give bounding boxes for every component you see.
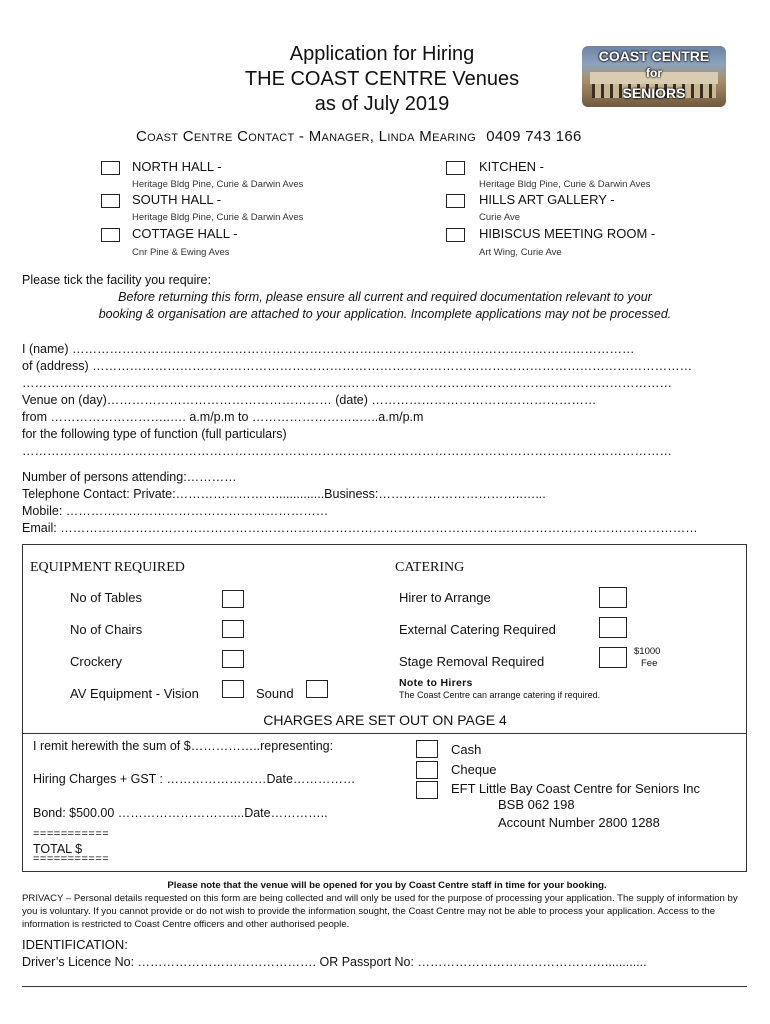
title-line-1: Application for Hiring	[289, 43, 475, 65]
tables-checkbox[interactable]	[222, 590, 244, 608]
kitchen-checkbox[interactable]	[446, 161, 465, 175]
hiring-charges-field[interactable]: Hiring Charges + GST : ……………………Date……………	[33, 772, 356, 786]
tick-instruction: Please tick the facility you require:	[22, 273, 211, 287]
sound-label: Sound	[256, 686, 294, 701]
north-hall-label: NORTH HALL -	[132, 159, 222, 174]
cheque-checkbox[interactable]	[416, 761, 438, 779]
bsb-number: BSB 062 198	[498, 797, 575, 812]
note-to-hirers-text: The Coast Centre can arrange catering if required.	[399, 690, 601, 700]
telephone-field[interactable]: Telephone Contact: Private:……………………..............Business:……………………………..…...	[22, 487, 546, 501]
contact-name: Coast Centre Contact - Manager, Linda Mearing	[136, 128, 477, 145]
remit-field[interactable]: I remit herewith the sum of $……………..representing:	[33, 739, 334, 753]
id-numbers-field[interactable]: Driver’s Licence No: ……………………………………. OR Passport No: ………………………………………............	[22, 955, 647, 969]
contact-line	[136, 128, 582, 145]
tables-label: No of Tables	[70, 590, 143, 605]
hills-art-gallery-address: Curie Ave	[479, 212, 521, 223]
catering-heading: CATERING	[395, 560, 465, 575]
total-rule-bottom: ===========	[33, 853, 110, 865]
charges-divider	[23, 733, 746, 734]
cottage-hall-checkbox[interactable]	[101, 228, 120, 242]
eft-label: EFT Little Bay Coast Centre for Seniors Inc	[451, 781, 701, 796]
cash-label: Cash	[451, 742, 482, 757]
charges-heading: CHARGES ARE SET OUT ON PAGE 4	[263, 712, 507, 728]
venue-opening-note: Please note that the venue will be opened for you by Coast Centre staff in time for your booking.	[167, 880, 607, 891]
bond-field[interactable]: Bond: $500.00 ………………………....Date…………..	[33, 806, 328, 820]
eft-checkbox[interactable]	[416, 781, 438, 799]
total-rule-top: ===========	[33, 828, 110, 840]
email-field[interactable]: Email: ………………………………………………………………………………………………………………………………………	[22, 521, 698, 535]
sound-checkbox[interactable]	[306, 680, 328, 698]
av-vision-label: AV Equipment - Vision	[70, 686, 199, 701]
time-field[interactable]: from ………………………..…. a.m/p.m to ……………………..…..a.m/p.m	[22, 410, 424, 424]
hills-art-gallery-checkbox[interactable]	[446, 194, 465, 208]
contact-phone: 0409 743 166	[486, 128, 582, 145]
north-hall-checkbox[interactable]	[101, 161, 120, 175]
external-catering-label: External Catering Required	[399, 622, 556, 637]
cottage-hall-address: Cnr Pine & Ewing Aves	[132, 247, 230, 258]
south-hall-label: SOUTH HALL -	[132, 192, 222, 207]
south-hall-checkbox[interactable]	[101, 194, 120, 208]
privacy-statement: PRIVACY – Personal details requested on this form are being collected and will only be used for the purpose of processing your application. The supply of information by you is voluntary. If you cannot provide or do not wish to provide the information sought, the Coast Centre may not be able to process your application. Access to the information is restricted to Coast Centre officers and other authorised people.	[22, 893, 738, 930]
hibiscus-room-checkbox[interactable]	[446, 228, 465, 242]
logo-text-2: for	[646, 66, 662, 80]
venue-date-field[interactable]: Venue on (day)……………………………………………… (date) ………………………………………………	[22, 393, 597, 407]
cheque-label: Cheque	[451, 762, 497, 777]
south-hall-address: Heritage Bldg Pine, Curie & Darwin Aves	[132, 212, 304, 223]
coast-centre-logo	[582, 46, 726, 107]
kitchen-label: KITCHEN -	[479, 159, 544, 174]
note-to-hirers-title: Note to Hirers	[399, 677, 473, 689]
kitchen-address: Heritage Bldg Pine, Curie & Darwin Aves	[479, 179, 651, 190]
cottage-hall-label: COTTAGE HALL -	[132, 226, 238, 241]
footer-rule	[22, 986, 747, 987]
persons-field[interactable]: Number of persons attending:…………	[22, 470, 237, 484]
account-number: Account Number 2800 1288	[498, 815, 660, 830]
equipment-heading: EQUIPMENT REQUIRED	[30, 560, 185, 575]
hirer-arrange-label: Hirer to Arrange	[399, 590, 491, 605]
address-field-2[interactable]: …………………………………………………………………………………………………………………………………………	[22, 376, 672, 390]
north-hall-address: Heritage Bldg Pine, Curie & Darwin Aves	[132, 179, 304, 190]
stage-removal-label: Stage Removal Required	[399, 654, 545, 669]
mobile-field[interactable]: Mobile: ………………………………………………………	[22, 504, 329, 518]
external-catering-checkbox[interactable]	[599, 617, 627, 638]
title-line-3: as of July 2019	[314, 93, 450, 115]
hirer-arrange-checkbox[interactable]	[599, 587, 627, 608]
stage-fee-amount: $1000	[634, 646, 661, 657]
return-note-line-1: Before returning this form, please ensure all current and required documentation relevant to your	[118, 290, 652, 304]
identification-heading: IDENTIFICATION:	[22, 937, 128, 952]
title-line-2: THE COAST CENTRE Venues	[244, 68, 520, 90]
chairs-checkbox[interactable]	[222, 620, 244, 638]
return-note-line-2: booking & organisation are attached to your application. Incomplete applications may not be processed.	[98, 307, 672, 321]
logo-text-3: SENIORS	[622, 85, 686, 101]
total-field[interactable]: TOTAL $	[33, 842, 83, 856]
function-label: for the following type of function (full particulars)	[22, 427, 287, 441]
crockery-checkbox[interactable]	[222, 650, 244, 668]
cash-checkbox[interactable]	[416, 740, 438, 758]
logo-text-1: COAST CENTRE	[598, 48, 710, 64]
stage-removal-checkbox[interactable]	[599, 647, 627, 668]
av-vision-checkbox[interactable]	[222, 680, 244, 698]
chairs-label: No of Chairs	[70, 622, 143, 637]
hibiscus-room-address: Art Wing, Curie Ave	[479, 247, 562, 258]
hibiscus-room-label: HIBISCUS MEETING ROOM -	[479, 226, 656, 241]
crockery-label: Crockery	[70, 654, 123, 669]
address-field[interactable]: of (address) ………………………………………………………………………………………………………………………………	[22, 359, 693, 373]
hills-art-gallery-label: HILLS ART GALLERY -	[479, 192, 615, 207]
stage-fee-label: Fee	[641, 658, 658, 669]
name-field[interactable]: I (name) ………………………………………………………………………………………………………………………	[22, 342, 635, 356]
function-field[interactable]: …………………………………………………………………………………………………………………………………………	[22, 444, 672, 458]
